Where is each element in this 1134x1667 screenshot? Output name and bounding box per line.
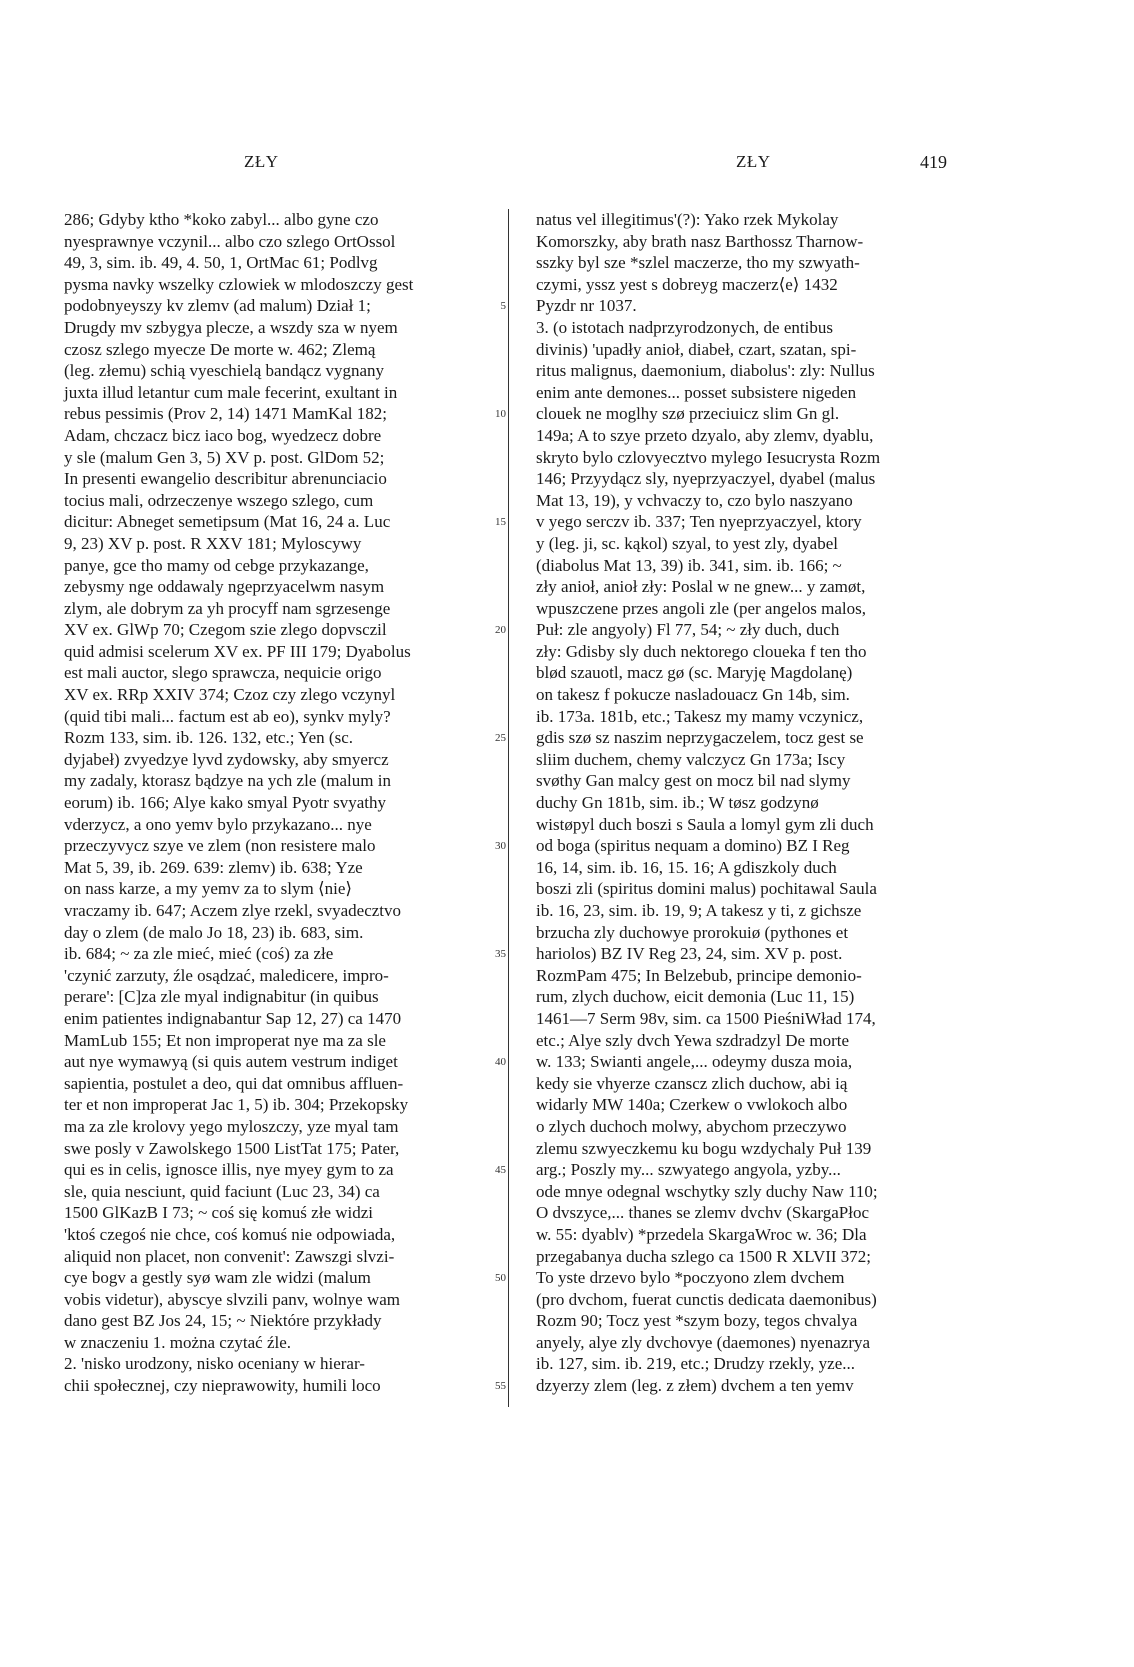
text-line: tocius mali, odrzeczenye wszego szlego, cum — [64, 490, 374, 510]
text-line: hariolos) BZ IV Reg 23, 24, sim. XV p. post. — [536, 944, 843, 964]
text-line: MamLub 155; Et non improperat nye ma za sle — [64, 1030, 386, 1050]
text-line: aliquid non placet, non convenit': Zawszgi slvzi- — [64, 1246, 395, 1266]
text-line: divinis) 'upadły anioł, diabeł, czart, szatan, spi- — [536, 339, 857, 359]
text-line: (leg. złemu) schią vyeschielą bandącz vygnany — [64, 361, 385, 381]
text-line: Drugdy mv szbygya plecze, a wszdy sza w nyem — [64, 317, 398, 337]
text-line: ritus malignus, daemonium, diabolus': zly: Nullus — [536, 361, 875, 381]
text-line: 1461—7 Serm 98v, sim. ca 1500 PieśniWład 174, — [536, 1008, 876, 1028]
text-line: gdis szø sz naszim neprzygaczelem, tocz gest se — [536, 728, 864, 748]
text-line: rum, zlych duchow, eicit demonia (Luc 11, 15) — [536, 987, 855, 1007]
text-line: ib. 16, 23, sim. ib. 19, 9; A takesz y ti, z gichsze — [536, 901, 862, 920]
column-divider — [508, 209, 509, 1407]
text-line: swe posly v Zawolskego 1500 ListTat 175; Pater, — [64, 1138, 400, 1158]
text-line: my zadaly, ktorasz bądzye na ych zle (malum in — [64, 771, 391, 791]
text-line: 49, 3, sim. ib. 49, 4. 50, 1, OrtMac 61; Podlvg — [64, 253, 378, 273]
text-line: w. 133; Swianti angele,... odeymy dusza moia, — [536, 1052, 853, 1072]
text-line: y (leg. ji, sc. kąkol) szyal, to yest zly, dyabel — [536, 533, 838, 553]
text-line: zlemu szwyeczkemu ku bogu wzdychaly Puł 139 — [536, 1138, 872, 1158]
text-line: sle, quia nesciunt, quid faciunt (Luc 23, 34) ca — [64, 1181, 380, 1201]
text-line: 146; Przyydącz sly, nyeprzyaczyel, dyabel (malus — [536, 469, 876, 489]
text-line: 'czynić zarzuty, źle osądzać, maledicere, impro- — [64, 965, 389, 985]
text-line: dyjabeł) zvyedzye lyvd zydowsky, aby smyercz — [64, 749, 389, 769]
text-line: sapientia, postulet a deo, qui dat omnibus affluen- — [64, 1073, 404, 1093]
text-line: enim patientes indignabantur Sap 12, 27) ca 1470 — [64, 1008, 402, 1028]
line-number: 5 — [500, 300, 506, 313]
text-line: day o zlem (de malo Jo 18, 23) ib. 683, sim. — [64, 922, 364, 942]
text-line: chii społecznej, czy nieprawowity, humili loco — [64, 1376, 381, 1396]
text-line: cye bogv a gestly syø wam zle widzi (malum — [64, 1268, 371, 1288]
line-number: 55 — [495, 1380, 506, 1393]
text-line: Rozm 90; Tocz yest *szym bozy, tegos chvalya — [536, 1311, 858, 1331]
text-line: 9, 23) XV p. post. R XXV 181; Myloscywy — [64, 533, 362, 553]
text-line: ib. 173a. 181b, etc.; Takesz my mamy vczynicz, — [536, 706, 864, 726]
text-line: O dvszyce,... thanes se zlemv dvchv (SkargaPłoc — [536, 1203, 869, 1223]
text-line: zły anioł, anioł zły: Poslal w ne gnew... y zamøt, — [536, 577, 866, 597]
text-line: w. 55: dyablv) *przedela SkargaWroc w. 36; Dla — [536, 1224, 867, 1244]
text-line: boszi zli (spiritus domini malus) pochitawal Saula — [536, 879, 877, 899]
text-line: ode mnye odegnal wschytky szly duchy Naw 110; — [536, 1181, 878, 1201]
text-line: czymi, yssz yest s dobreyg maczerz⟨e⟩ 1432 — [536, 274, 838, 294]
text-line: duchy Gn 181b, sim. ib.; W tøsz godzynø — [536, 793, 819, 813]
text-line: In presenti ewangelio describitur abrenunciacio — [64, 469, 387, 489]
text-line: (quid tibi mali... factum est ab eo), synkv myly? — [64, 706, 391, 726]
text-line: arg.; Poszly my... szwyatego angyola, yzby... — [536, 1160, 841, 1180]
left-running-head: ZŁY — [244, 152, 279, 171]
text-line: enim ante demones... posset subsistere nigeden — [536, 382, 857, 402]
text-line: juxta illud letantur cum male fecerint, exultant in — [64, 382, 398, 402]
text-line: od boga (spiritus nequam a domino) BZ I Reg — [536, 836, 850, 856]
text-line: aut nye wymawyą (si quis autem vestrum indiget — [64, 1052, 398, 1072]
text-line: Puł: zle angyoly) Fl 77, 54; ~ zły duch, duch — [536, 620, 840, 640]
line-number: 45 — [495, 1164, 506, 1177]
text-line: zlym, ale dobrym za yh procyff nam sgrzesenge — [64, 598, 391, 618]
text-line: sliim duchem, chemy valczycz Gn 173a; Iscy — [536, 749, 846, 769]
line-number: 25 — [495, 732, 506, 745]
text-line: Rozm 133, sim. ib. 126. 132, etc.; Yen (sc. — [64, 728, 353, 748]
text-line: Mat 5, 39, ib. 269. 639: zlemv) ib. 638; Yze — [64, 857, 363, 877]
text-line: pysma navky wszelky czlowiek w mlodoszczy gest — [64, 274, 414, 294]
text-line: vraczamy ib. 647; Aczem zlye rzekl, svyadecztvo — [64, 901, 402, 920]
text-line: 2. 'nisko urodzony, nisko oceniany w hierar- — [64, 1354, 365, 1374]
line-number: 35 — [495, 948, 506, 961]
text-line: natus vel illegitimus'(?): Yako rzek Mykolay — [536, 210, 839, 229]
left-column — [64, 209, 480, 1397]
line-number: 40 — [495, 1056, 506, 1069]
line-number: 15 — [495, 516, 506, 529]
text-line: zły: Gdisby sly duch nektorego cloueka f ten tho — [536, 641, 867, 661]
text-line: Komorszky, aby brath nasz Barthossz Tharnow- — [536, 231, 864, 251]
text-line: 149a; A to szye przeto dzyalo, aby zlemv, dyablu, — [536, 425, 874, 445]
text-line: podobnyeyszy kv zlemv (ad malum) Dział 1; — [64, 296, 371, 316]
text-line: dicitur: Abneget semetipsum (Mat 16, 24 a. Luc — [64, 512, 391, 532]
text-line: ib. 684; ~ za zle mieć, mieć (coś) za złe — [64, 944, 334, 964]
text-line: panye, gce tho mamy od cebge przykazange, — [64, 555, 369, 575]
text-line: przeczyvycz szye ve zlem (non resistere malo — [64, 836, 376, 856]
line-number: 10 — [495, 408, 506, 421]
text-line: przegabanya ducha szlego ca 1500 R XLVII 372; — [536, 1246, 872, 1266]
text-line: vobis videtur), abyscye slvzili panv, wolnye wam — [64, 1289, 400, 1309]
text-line: 1500 GlKazB I 73; ~ coś się komuś złe widzi — [64, 1203, 374, 1223]
text-line: dzyerzy zlem (leg. z złem) dvchem a ten yemv — [536, 1376, 854, 1396]
text-line: vderzycz, a ono yemv bylo przykazano... nye — [64, 814, 372, 834]
text-line: To yste drzevo bylo *poczyono zlem dvchem — [536, 1268, 845, 1288]
text-line: Pyzdr nr 1037. — [536, 296, 637, 316]
text-line: XV ex. RRp XXIV 374; Czoz czy zlego vczynyl — [64, 685, 396, 705]
text-line: wpuszczene przes angoli zle (per angelos malos, — [536, 598, 866, 618]
text-line: (pro dvchom, fuerat cunctis dedicata daemonibus) — [536, 1289, 877, 1309]
text-line: perare': [C]za zle myal indignabitur (in quibus — [64, 987, 379, 1007]
text-line: brzucha zly duchowye prorokuiø (pythones et — [536, 922, 849, 942]
right-column — [536, 209, 952, 1397]
text-line: on takesz f pokucze nasladouacz Gn 14b, sim. — [536, 685, 850, 705]
line-number: 20 — [495, 624, 506, 637]
text-line: RozmPam 475; In Belzebub, principe demonio- — [536, 965, 862, 985]
text-line: 16, 14, sim. ib. 16, 15. 16; A gdiszkoly duch — [536, 857, 837, 877]
text-line: (diabolus Mat 13, 39) ib. 341, sim. ib. 166; ~ — [536, 555, 842, 575]
text-line: est mali auctor, slego sprawcza, nequicie origo — [64, 663, 382, 683]
text-line: dano gest BZ Jos 24, 15; ~ Niektóre przykłady — [64, 1311, 382, 1331]
text-line: y sle (malum Gen 3, 5) XV p. post. GlDom 52; — [64, 447, 385, 467]
text-line: anyely, alye zly dvchovye (daemones) nyenazrya — [536, 1332, 871, 1352]
text-line: clouek ne moglhy szø przeciuicz slim Gn gl. — [536, 404, 840, 424]
text-line: sszky byl sze *szlel maczerze, tho my szwyath- — [536, 253, 860, 273]
line-number: 30 — [495, 840, 506, 853]
text-line: ma za zle krolovy yego myloszczy, yze myal tam — [64, 1116, 399, 1136]
text-line: etc.; Alye szly dvch Yewa szdradzyl De morte — [536, 1030, 849, 1050]
text-line: widarly MW 140a; Czerkew o vwlokoch albo — [536, 1095, 848, 1115]
text-line: nyesprawnye vczynil... albo czo szlego OrtOssol — [64, 231, 396, 251]
text-line: 'ktoś czegoś nie chce, coś komuś nie odpowiada, — [64, 1224, 396, 1244]
text-line: v yego serczv ib. 337; Ten nyeprzyaczyel, ktory — [536, 512, 862, 532]
text-line: on nass karze, a my yemv za to slym ⟨nie⟩ — [64, 879, 353, 899]
text-line: qui es in celis, ignosce illis, nye myey gym to za — [64, 1160, 394, 1180]
text-line: kedy sie vhyerze czanscz zlich duchow, abi ią — [536, 1073, 848, 1093]
text-line: 3. (o istotach nadprzyrodzonych, de entibus — [536, 317, 833, 337]
text-line: rebus pessimis (Prov 2, 14) 1471 MamKal 182; — [64, 404, 387, 424]
text-line: Mat 13, 19), y vchvaczy to, czo bylo naszyano — [536, 490, 853, 510]
text-line: o zlych duchoch molwy, abychom przeczywo — [536, 1116, 847, 1136]
text-line: blød szauotl, macz gø (sc. Maryję Magdolanę) — [536, 663, 853, 683]
text-line: zebysmy nge oddawaly ngeprzyacelwm nasym — [64, 577, 385, 597]
text-line: eorum) ib. 166; Alye kako smyal Pyotr svyathy — [64, 793, 387, 813]
text-line: w znaczeniu 1. można czytać źle. — [64, 1332, 292, 1352]
page-number: 419 — [920, 152, 947, 172]
text-line: skryto bylo czlovyecztvo mylego Iesucrysta Rozm — [536, 447, 881, 467]
line-number: 50 — [495, 1272, 506, 1285]
text-line: XV ex. GlWp 70; Czegom szie zlego dopvsczil — [64, 620, 387, 640]
text-line: ter et non improperat Jac 1, 5) ib. 304; Przekopsky — [64, 1095, 409, 1115]
text-line: svøthy Gan malcy gest on mocz bil nad slymy — [536, 771, 851, 791]
text-line: czosz szlego myecze De morte w. 462; Zlemą — [64, 339, 376, 359]
text-line: Adam, chczacz bicz iaco bog, wyedzecz dobre — [64, 425, 382, 445]
text-line: wistøpyl duch boszi s Saula a lomyl gym zli duch — [536, 814, 874, 834]
text-line: 286; Gdyby ktho *koko zabyl... albo gyne czo — [64, 210, 379, 229]
right-running-head: ZŁY — [736, 152, 771, 171]
text-line: ib. 127, sim. ib. 219, etc.; Drudzy rzekly, yze... — [536, 1354, 855, 1374]
text-line: quid admisi scelerum XV ex. PF III 179; Dyabolus — [64, 641, 411, 661]
